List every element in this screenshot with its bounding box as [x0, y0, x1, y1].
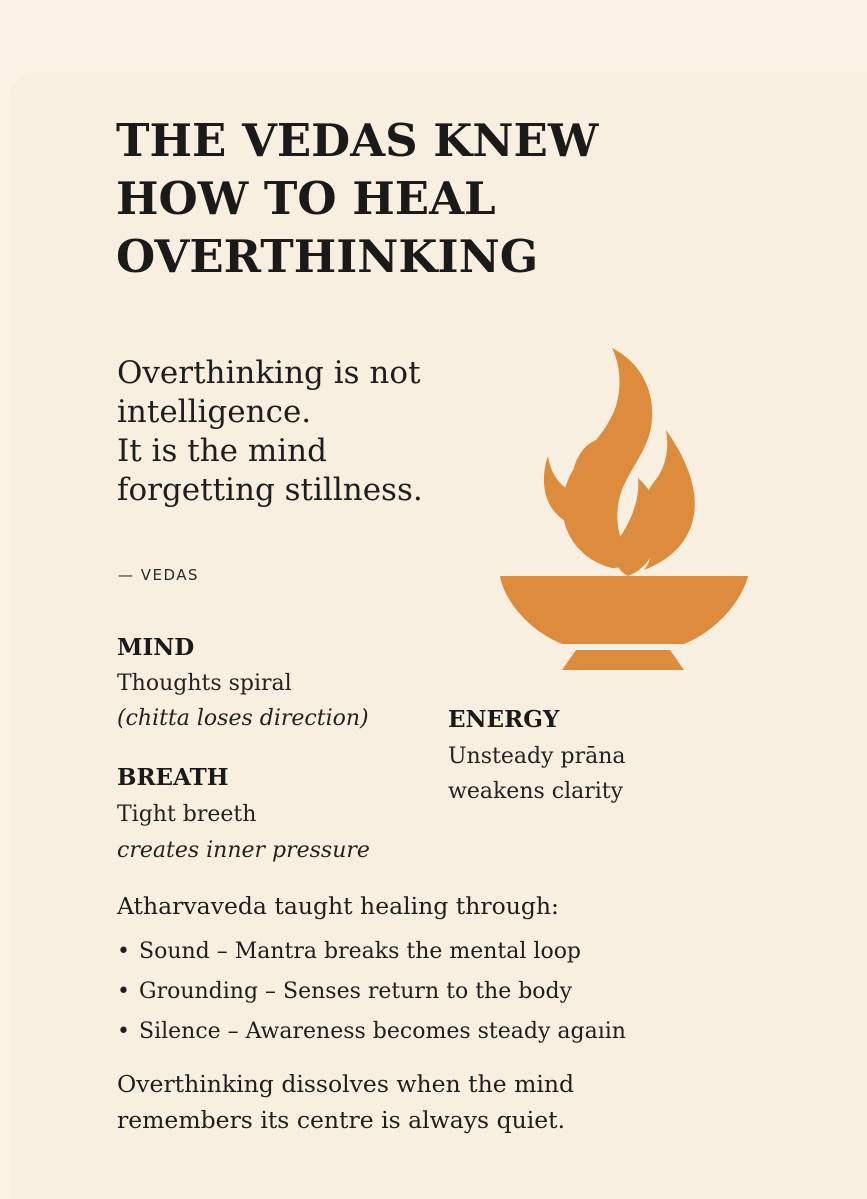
flame-in-bowl-icon [494, 346, 752, 672]
quote-line-4: forgetting stillness. [117, 472, 423, 508]
quote-line-3: It is the mind [117, 433, 327, 469]
list-item [117, 1012, 626, 1052]
section-energy-heading: ENERGY [448, 706, 560, 733]
healing-list [117, 932, 626, 1052]
section-mind-heading: MIND [117, 634, 195, 661]
closing-statement [117, 1066, 574, 1138]
title-line-3: OVERTHINKING [116, 230, 539, 283]
bullet-dot: • [117, 1019, 130, 1044]
quote-block [117, 354, 423, 510]
quote-line-1: Overthinking is not [117, 355, 421, 391]
section-mind-line-2: (chitta loses direction) [117, 706, 369, 731]
section-mind-line-1: Thoughts spiral [117, 671, 292, 696]
section-breath-line-1: Tight breeth [117, 802, 257, 827]
title-line-1: THE VEDAS KNEW [116, 114, 599, 167]
title-line-2: HOW TO HEAL [116, 172, 496, 225]
section-breath-heading: BREATH [117, 764, 229, 791]
list-item [117, 932, 626, 972]
section-breath-line-2: creates inner pressure [117, 838, 370, 863]
list-item-text: Silence – Awareness becomes steady agaıin [139, 1019, 626, 1044]
healing-intro: Atharvaveda taught healing through: [117, 892, 559, 920]
section-energy-line-2: weakens clarity [448, 779, 624, 804]
closing-line-1: Overthinking dissolves when the mind [117, 1070, 575, 1098]
bowl-body [500, 576, 748, 644]
list-item-text: Sound – Mantra breaks the mental loop [139, 939, 582, 964]
list-item-text: Grounding – Senses return to the body [139, 979, 573, 1004]
quote-attribution: — VEDAS [118, 566, 200, 584]
list-item [117, 972, 626, 1012]
section-energy-line-1: Unsteady prāna [448, 744, 626, 769]
quote-line-2: intelligence. [117, 394, 312, 430]
bullet-dot: • [117, 979, 130, 1004]
bowl-base [562, 650, 684, 670]
bullet-dot: • [117, 939, 130, 964]
page-title [116, 112, 598, 286]
closing-line-2: remembers its centre is always quiet. [117, 1106, 566, 1134]
